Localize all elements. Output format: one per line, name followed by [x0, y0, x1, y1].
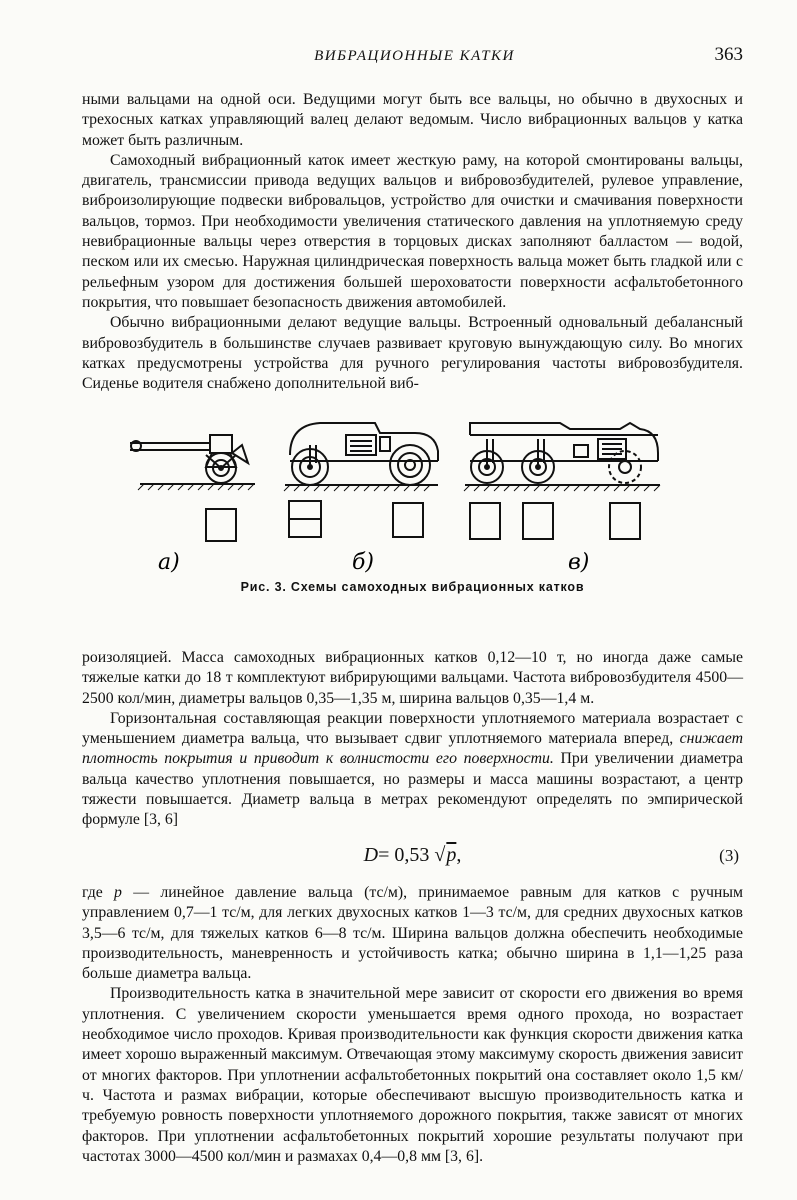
formula-number: (3)	[719, 846, 739, 865]
bottom-text	[82, 883, 743, 1167]
horizontal-text-italic: снижает плотность покрытия и приводит к волнистости его поверхности.	[82, 730, 743, 768]
page-number: 363	[714, 44, 743, 65]
scheme-b-roller	[285, 423, 438, 485]
top-text	[82, 90, 743, 394]
label-c: в)	[568, 550, 590, 575]
paragraph-where	[82, 883, 743, 984]
scheme-c-plan-rollers	[470, 503, 640, 539]
label-b: б)	[352, 550, 375, 575]
paragraph-frame: Самоходный вибрационный каток имеет жесткую раму, на которой смонтированы вальцы, двигатель, трансмиссии привода ведущих вальцов и вибровозбудителей, рулевое управление, виброизолирующие подвески вибровальцов, устройство для очистки и смачивания поверхности вальцов, тормоз. При необходимости увеличения статического давления на уплотняемую среду невибрационные вальцы через отверстия в торцовых дисках заполняют балластом — водой, песком или их смесью. Наружная цилиндрическая поверхность вальца может быть гладкой или с рельефным узором для достижения большей шероховатости поверхности асфальтобетонного покрытия, что повышает безопасность движения автомобилей.	[82, 151, 743, 311]
scheme-b-plan-rollers	[289, 501, 423, 537]
scheme-c-roller	[465, 423, 660, 485]
figure-caption: Рис. 3. Схемы самоходных вибрационных катков	[240, 580, 585, 594]
horizontal-text-end: При увеличении диаметра вальца качество уплотнения повышается, но размеры и масса машины возрастают, а центр тяжести повышается. Диаметр вальца в метрах рекомендуют определять по эмпирической формуле [3, 6]	[82, 750, 743, 829]
formula-coefficient: = 0,53	[378, 844, 430, 866]
paragraph-vibrators: Обычно вибрационными делают ведущие вальцы. Встроенный одновальный дебалансный вибровозбудитель в большинстве случаев развивает круговую вынуждающую силу. Во многих катках предусмотрены устройства для ручного регулирования частоты вибровозбудителя. Сиденье водителя снабжено дополнительной виб-	[82, 314, 743, 393]
formula-lhs: D	[363, 844, 379, 866]
label-a: а)	[158, 550, 180, 575]
scheme-a-plan-roller	[206, 509, 236, 541]
formula-radicand: p	[446, 844, 457, 866]
paragraph-mass: роизоляцией. Масса самоходных вибрационных катков 0,12—10 т, но иногда даже самые тяжелые катки до 18 т комплектуют вибрирующими вальцами. Частота вибровозбудителя 4500—2500 кол/мин, диаметры вальцов 0,35—1,35 м, ширина вальцов 0,35—1,4 м.	[82, 649, 743, 707]
horizontal-text-start: Горизонтальная составляющая реакции поверхности уплотняемого материала возрастает с уменьшением диаметра вальца, что вызывает сдвиг уплотняемого материала вперед,	[82, 709, 743, 748]
paragraph-continuation: ными вальцами на одной оси. Ведущими могут быть все вальцы, но обычно в двухосных и трехосных катках управляющий валец делают ведомым. Число вибрационных вальцов у катка может быть различным.	[82, 91, 743, 149]
running-title: ВИБРАЦИОННЫЕ КАТКИ	[314, 48, 515, 64]
page-header	[82, 44, 747, 72]
formula-radical: √	[434, 844, 446, 866]
formula-expression	[82, 844, 743, 867]
where-prefix: где	[82, 884, 103, 901]
formula-3	[82, 840, 743, 872]
middle-text	[82, 648, 743, 831]
roller-schemes-drawing	[120, 415, 680, 575]
paragraph-productivity: Производительность катка в значительной мере зависит от скорости его движения во время уплотнения. С увеличением скорости уменьшается время одного прохода, но возрастает необходимое число проходов. Кривая производительности как функция скорости движения катка имеет хорошо выраженный максимум. Отвечающая этому максимуму скорость движения зависит от многих факторов. При уплотнении асфальтобетонных покрытий она составляет около 1,5 км/ч. Частота и размах вибрации, которые обеспечивают высшую производительность катка и требуемую ровность поверхности уплотняемого дорожного покрытия, также зависят от многих факторов. При уплотнении асфальтобетонных покрытий хорошие результаты получают при частотах 3000—4500 кол/мин и размахах 0,4—0,8 мм [3, 6].	[82, 985, 743, 1165]
formula-trail: ,	[456, 844, 462, 866]
scheme-a-roller	[130, 435, 255, 484]
where-symbol: p	[114, 884, 122, 901]
where-definition: — линейное давление вальца (тс/м), принимаемое равным для катков с ручным управлением 0,7—1 тс/м, для легких двухосных катков 1—3 тс/м, для средних двухосных катков 3,5—6 тс/м, для тяжелых катков 6—8 тс/м. Ширина вальцов должна обеспечить необходимые производительность, маневренность и устойчивость катка; обычно ширина в 1,1—1,25 раза больше диаметра вальца.	[82, 884, 743, 983]
paragraph-horizontal	[82, 709, 743, 831]
